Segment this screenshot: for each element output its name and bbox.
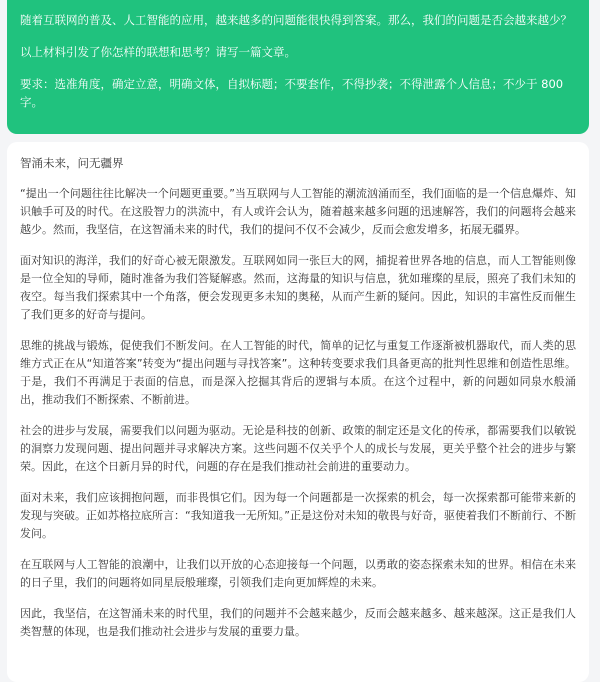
user-prompt-bubble <box>7 0 589 134</box>
assistant-answer-card <box>7 142 589 682</box>
essay-paragraph: “提出一个问题往往比解决一个问题更重要。”当互联网与人工智能的潮流汹涌而至，我们面临的是一个信息爆炸、知识触手可及的时代。在这股智力的洪流中，有人或许会认为，随着越来越多问题的迅速解答，我们的问题将会越来越少。然而，我坚信，在这智涌未来的时代，我们的提问不仅不会减少，反而会愈发增多，拓展无疆界。 <box>20 187 576 236</box>
essay-paragraph: 在互联网与人工智能的浪潮中，让我们以开放的心态迎接每一个问题，以勇敢的姿态探索未知的世界。相信在未来的日子里，我们的问题将如同星辰般璀璨，引领我们走向更加辉煌的未来。 <box>20 558 576 589</box>
essay-title: 智涌未来，问无疆界 <box>20 156 124 170</box>
prompt-requirements: 要求：选准角度，确定立意，明确文体，自拟标题；不要套作，不得抄袭；不得泄露个人信息；不少于 800 字。 <box>20 77 564 109</box>
prompt-text-line-2: 以上材料引发了你怎样的联想和思考？请写一篇文章。 <box>20 45 296 59</box>
essay-paragraph: 社会的进步与发展，需要我们以问题为驱动。无论是科技的创新、政策的制定还是文化的传承，都需要我们以敏锐的洞察力发现问题、提出问题并寻求解决方案。这些问题不仅关乎个人的成长与发展，更关乎整个社会的进步与繁荣。因此，在这个日新月异的时代，问题的存在是我们推动社会前进的重要动力。 <box>20 424 576 473</box>
essay-paragraph: 因此，我坚信，在这智涌未来的时代里，我们的问题并不会越来越少，反而会越来越多、越来越深。这正是我们人类智慧的体现，也是我们推动社会进步与发展的重要力量。 <box>20 607 576 638</box>
essay-paragraph: 面对知识的海洋，我们的好奇心被无限激发。互联网如同一张巨大的网，捕捉着世界各地的信息，而人工智能则像是一位全知的导师，随时准备为我们答疑解惑。然而，这海量的知识与信息，犹如璀璨的星辰，照亮了我们未知的夜空。每当我们探索其中一个角落，便会发现更多未知的奥秘，从而产生新的疑问。因此，知识的丰富性反而催生了我们更多的好奇与提问。 <box>20 254 576 321</box>
essay-paragraph: 思维的挑战与锻炼，促使我们不断发问。在人工智能的时代，简单的记忆与重复工作逐渐被机器取代，而人类的思维方式正在从“知道答案”转变为“提出问题与寻找答案”。这种转变要求我们具备更高的批判性思维和创造性思维。于是，我们不再满足于表面的信息，而是深入挖掘其背后的逻辑与本质。在这个过程中，新的问题如同泉水般涌出，推动我们不断探索、不断前进。 <box>20 339 576 406</box>
prompt-text-line-1: 随着互联网的普及、人工智能的应用，越来越多的问题能很快得到答案。那么，我们的问题是否会越来越少？ <box>20 13 572 27</box>
essay-paragraph: 面对未来，我们应该拥抱问题，而非畏惧它们。因为每一个问题都是一次探索的机会，每一次探索都可能带来新的发现与突破。正如苏格拉底所言：“我知道我一无所知。”正是这份对未知的敬畏与好奇，驱使着我们不断前行、不断发问。 <box>20 491 576 540</box>
